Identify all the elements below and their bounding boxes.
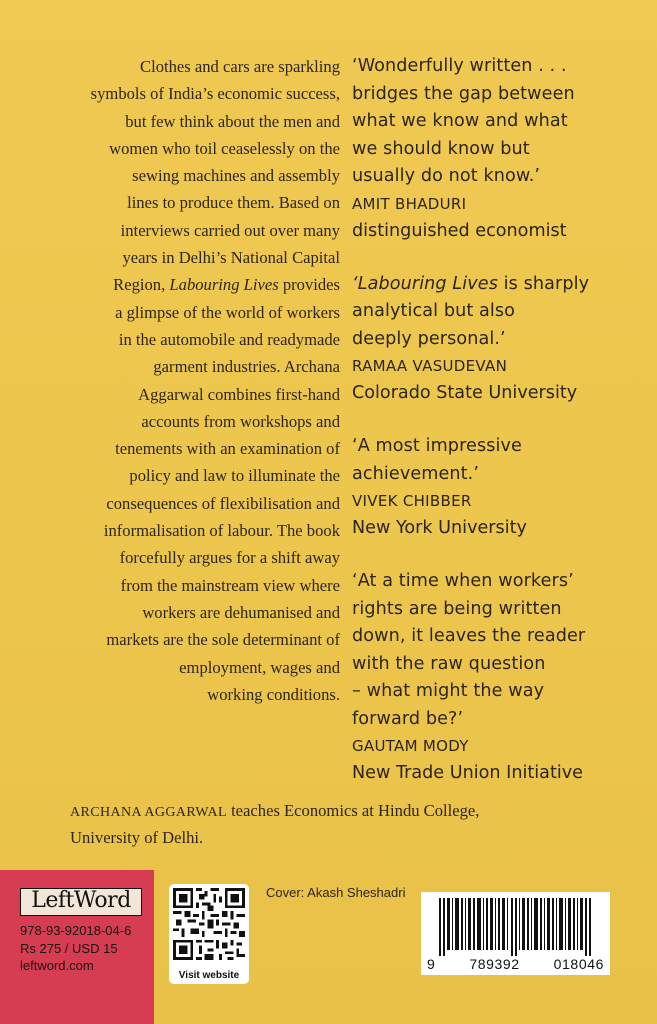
blurb-line: Clothes and cars are sparkling xyxy=(140,57,340,76)
quote-line: ‘At a time when workers’ xyxy=(352,571,574,591)
blurb-line xyxy=(70,271,340,298)
bio-text: teaches Economics at Hindu College, xyxy=(226,801,480,820)
endorser-affiliation: Colorado State University xyxy=(352,383,578,403)
endorsement-quote xyxy=(352,53,652,245)
book-title-italic: Labouring Lives xyxy=(169,275,279,295)
quote-text xyxy=(352,433,652,488)
blurb-line: consequences of flexibilisation and xyxy=(106,493,340,513)
quote-line: what we know and what xyxy=(352,111,568,131)
blurb-line: Aggarwal combines first-hand xyxy=(138,384,340,404)
quote-fragment: is sharply xyxy=(497,273,590,294)
endorser-affiliation: New York University xyxy=(352,518,527,538)
endorser-affiliation: distinguished economist xyxy=(352,220,567,241)
isbn-text: 978-93-92018-04-6 xyxy=(20,923,132,938)
quote-text xyxy=(352,53,652,191)
blurb-line: from the mainstream view where xyxy=(120,575,340,595)
endorser-name: RAMAA VASUDEVAN xyxy=(352,357,508,375)
blurb-line: garment industries. Archana xyxy=(153,357,340,377)
quote-line: rights are being written xyxy=(352,598,562,619)
blurb-text xyxy=(70,53,340,708)
quote-line: we should know but xyxy=(352,138,530,159)
blurb-line: employment, wages and xyxy=(179,657,340,677)
quote-line: usually do not know.’ xyxy=(352,166,541,186)
quote-line: ‘Wonderfully written . . . xyxy=(352,56,567,76)
blurb-line: accounts from workshops and xyxy=(141,411,340,431)
publisher-logo: LeftWord xyxy=(20,888,142,916)
qr-code-box[interactable] xyxy=(169,884,249,984)
website-text: leftword.com xyxy=(20,958,94,973)
blurb-line: forcefully argues for a shift away xyxy=(119,548,340,568)
endorsement-quote xyxy=(352,433,652,542)
price-text: Rs 275 / USD 15 xyxy=(20,940,118,956)
qr-label: Visit website xyxy=(178,970,240,981)
author-name: ARCHANA AGGARWAL xyxy=(70,805,227,820)
blurb-line: workers are dehumanised and xyxy=(142,602,340,622)
blurb-fragment: provides xyxy=(282,275,340,295)
blurb-line: years in Delhi’s National Capital xyxy=(122,248,340,268)
barcode-digit: 9 xyxy=(427,956,436,972)
barcode-digit: 018046 xyxy=(553,956,604,972)
blurb-line: interviews carried out over many xyxy=(120,220,340,240)
blurb-line: symbols of India’s economic success, xyxy=(90,84,340,104)
endorser-name: GAUTAM MODY xyxy=(352,737,469,755)
quote-line xyxy=(352,271,652,299)
quote-line: achievement.’ xyxy=(352,463,480,484)
quote-line: – what might the way xyxy=(352,681,545,701)
author-bio xyxy=(70,798,610,850)
barcode-digit: 789392 xyxy=(469,956,520,972)
blurb-line: markets are the sole determinant of xyxy=(106,630,340,650)
quote-line: deeply personal.’ xyxy=(352,328,506,349)
barcode-number xyxy=(427,956,604,972)
endorser-affiliation: New Trade Union Initiative xyxy=(352,763,583,783)
quote-line: forward be?’ xyxy=(352,708,464,729)
endorsement-quote xyxy=(352,271,652,408)
endorser-name: VIVEK CHIBBER xyxy=(352,492,472,510)
blurb-line: in the automobile and readymade xyxy=(118,329,340,349)
publisher-info xyxy=(20,922,150,975)
quote-line: ‘A most impressive xyxy=(352,436,522,456)
blurb-line: women who toil ceaselessly on the xyxy=(109,138,340,158)
endorsements xyxy=(352,53,652,813)
quote-line: analytical but also xyxy=(352,301,516,321)
blurb-line: informalisation of labour. The book xyxy=(103,521,340,541)
qr-code-icon xyxy=(173,888,245,960)
isbn-barcode xyxy=(421,892,610,975)
bio-line xyxy=(70,798,610,825)
blurb-fragment: Region, xyxy=(113,275,166,295)
quote-line: bridges the gap between xyxy=(352,83,575,104)
book-title-italic: ‘Labouring Lives xyxy=(352,273,498,294)
endorser-name: AMIT BHADURI xyxy=(352,194,467,213)
barcode-icon xyxy=(429,898,602,956)
blurb-line: sewing machines and assembly xyxy=(132,166,340,186)
blurb-line: working conditions. xyxy=(207,684,340,704)
quote-line: down, it leaves the reader xyxy=(352,626,586,646)
publisher-panel xyxy=(0,870,154,1024)
cover-credit: Cover: Akash Sheshadri xyxy=(266,885,406,900)
blurb-line: lines to produce them. Based on xyxy=(127,193,340,213)
blurb-line: a glimpse of the world of workers xyxy=(115,302,340,322)
blurb-line: but few think about the men and xyxy=(125,111,340,131)
bio-line: University of Delhi. xyxy=(70,828,204,847)
blurb-line: tenements with an examination of xyxy=(115,439,340,459)
blurb-line: policy and law to illuminate the xyxy=(129,466,340,486)
quote-text xyxy=(352,568,652,733)
quote-line: with the raw question xyxy=(352,653,546,674)
endorsement-quote xyxy=(352,568,652,787)
quote-text xyxy=(352,271,652,354)
